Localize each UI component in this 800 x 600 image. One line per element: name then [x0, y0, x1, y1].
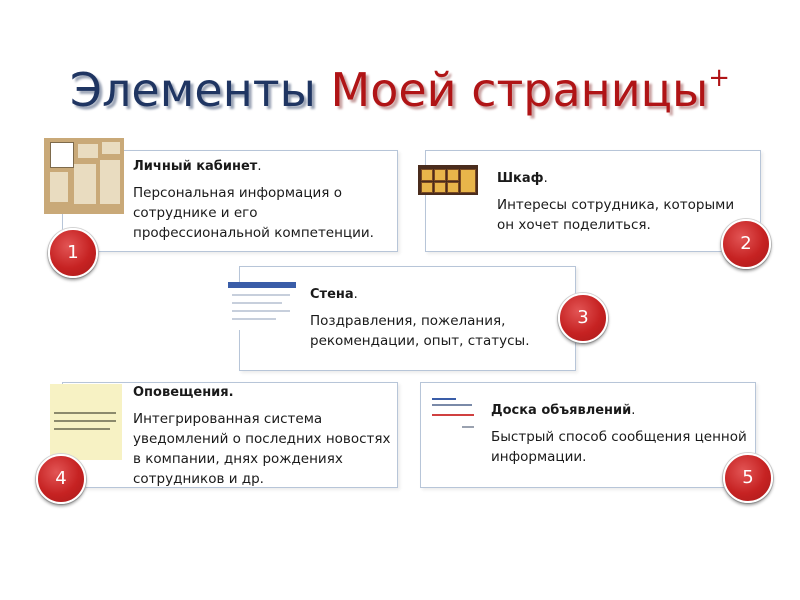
card-description: Интегрированная система уведомлений о последних новостях в компании, днях рождениях сотрудников и др. — [133, 411, 391, 487]
title-part-2: Моей страницы — [330, 63, 709, 117]
badge-number-2: 2 — [721, 219, 771, 269]
card-heading — [497, 171, 755, 186]
personal-cabinet-thumbnail — [44, 138, 124, 214]
card-description: Персональная информация о сотруднике и его профессиональной компетенции. — [133, 185, 374, 241]
card-heading — [133, 159, 391, 174]
card-heading — [491, 403, 749, 418]
slide-title — [0, 50, 800, 118]
card-text-4 — [133, 385, 391, 489]
badge-number-1: 1 — [48, 228, 98, 278]
card-heading — [133, 385, 391, 400]
card-heading — [310, 287, 568, 302]
card-text-1 — [133, 159, 391, 243]
card-heading-suffix: . — [631, 403, 636, 418]
card-heading-suffix: . — [543, 171, 548, 186]
card-heading-label: Шкаф — [497, 171, 544, 186]
title-superscript: + — [708, 63, 731, 93]
card-text-5 — [491, 403, 749, 467]
card-description: Интересы сотрудника, которыми он хочет поделиться. — [497, 197, 735, 233]
card-text-3 — [310, 287, 568, 351]
card-text-2 — [497, 171, 755, 235]
wall-thumbnail — [228, 282, 296, 330]
notifications-thumbnail — [50, 384, 122, 460]
bulletin-board-thumbnail — [432, 396, 478, 436]
badge-number-4: 4 — [36, 454, 86, 504]
title-part-1: Элементы — [69, 63, 331, 117]
card-heading-label: Стена — [310, 287, 354, 302]
card-description: Быстрый способ сообщения ценной информации. — [491, 429, 747, 465]
card-heading-label: Личный кабинет — [133, 159, 258, 174]
card-description: Поздравления, пожелания, рекомендации, опыт, статусы. — [310, 313, 530, 349]
card-heading-label: Оповещения. — [133, 385, 234, 400]
card-heading-suffix: . — [257, 159, 262, 174]
badge-number-5: 5 — [723, 453, 773, 503]
badge-number-3: 3 — [558, 293, 608, 343]
closet-thumbnail — [418, 165, 478, 195]
card-heading-suffix: . — [353, 287, 358, 302]
card-heading-label: Доска объявлений — [491, 403, 632, 418]
